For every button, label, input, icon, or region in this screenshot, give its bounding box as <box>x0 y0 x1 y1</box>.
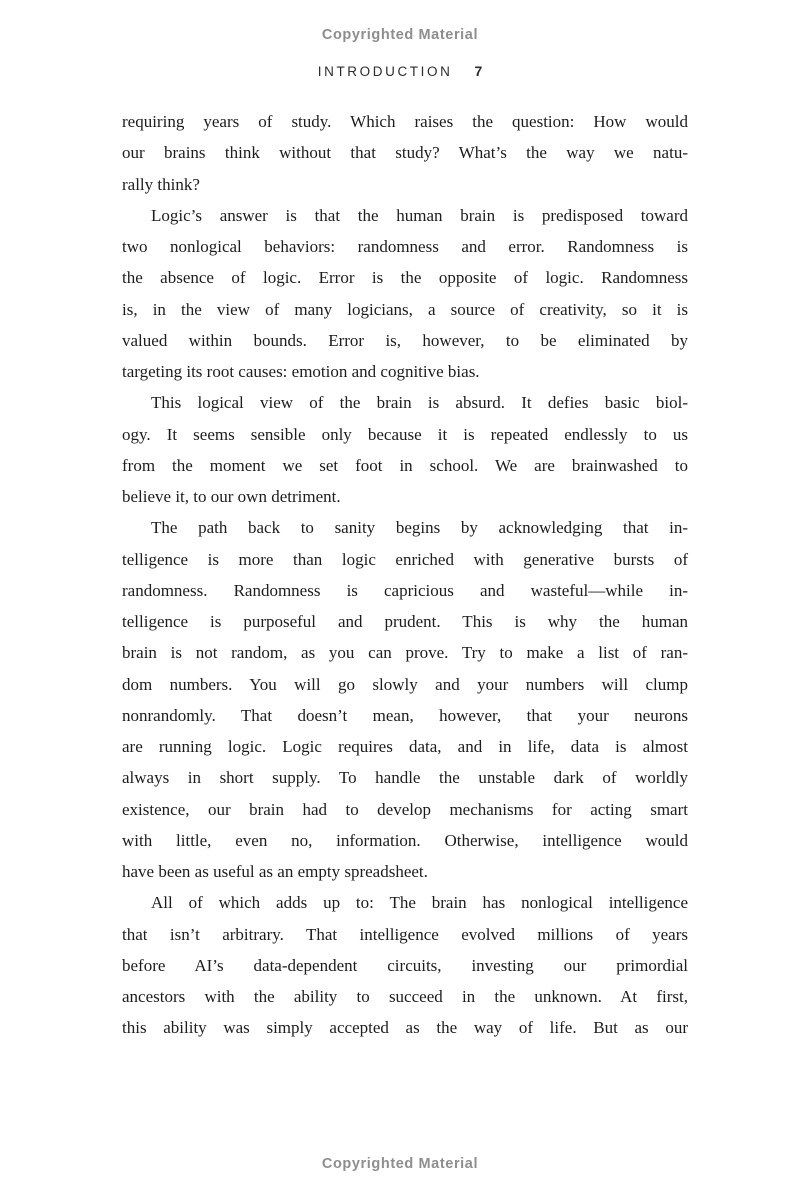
text-line: this ability was simply accepted as the way of life. But as our <box>122 1018 688 1038</box>
text-line: before AI’s data-dependent circuits, investing our primordial <box>122 955 688 975</box>
text-line: telligence is purposeful and prudent. This is why the human <box>122 612 688 631</box>
text-line: with little, even no, information. Otherwise, intelligence would <box>122 830 688 850</box>
paragraph <box>122 387 688 512</box>
bottom-copyright-notice: Copyrighted Material <box>321 1156 479 1172</box>
text-line: valued within bounds. Error is, however, to be eliminated by <box>122 330 688 350</box>
top-copyright-notice: Copyrighted Material <box>321 27 479 43</box>
text-line: from the moment we set foot in school. We are brainwashed to <box>122 455 688 475</box>
text-line: rally think? <box>122 174 200 194</box>
running-header <box>0 63 800 81</box>
text-line: believe it, to our own detriment. <box>122 487 341 506</box>
text-line: nonrandomly. That doesn’t mean, however, that your neurons <box>122 705 688 725</box>
text-line: that isn’t arbitrary. That intelligence evolved millions of years <box>122 924 688 944</box>
body-text <box>122 106 688 1044</box>
text-line: always in short supply. To handle the unstable dark of worldly <box>122 768 688 788</box>
text-line: our brains think without that study? What’s the way we natu- <box>122 143 688 163</box>
text-line: existence, our brain had to develop mechanisms for acting smart <box>122 799 688 819</box>
paragraph <box>122 512 688 887</box>
text-line: are running logic. Logic requires data, and in life, data is almost <box>122 737 688 756</box>
text-line: ogy. It seems sensible only because it is repeated endlessly to us <box>122 424 688 444</box>
paragraph <box>122 200 688 388</box>
paragraph <box>122 106 688 200</box>
text-line: randomness. Randomness is capricious and wasteful—while in- <box>122 580 688 600</box>
text-line: have been as useful as an empty spreadsheet. <box>122 862 428 881</box>
text-line: the absence of logic. Error is the opposite of logic. Randomness <box>122 268 688 288</box>
text-line: This logical view of the brain is absurd. It defies basic biol- <box>151 393 688 413</box>
page-number: 7 <box>474 63 483 79</box>
text-line: All of which adds up to: The brain has nonlogical intelligence <box>151 893 688 913</box>
text-line: ancestors with the ability to succeed in the unknown. At first, <box>122 987 688 1006</box>
text-line: requiring years of study. Which raises the question: How would <box>122 112 688 131</box>
text-line: two nonlogical behaviors: randomness and error. Randomness is <box>122 237 688 256</box>
text-line: targeting its root causes: emotion and cognitive bias. <box>122 362 480 381</box>
text-line: Logic’s answer is that the human brain is predisposed toward <box>151 205 688 225</box>
text-line: telligence is more than logic enriched with generative bursts of <box>122 549 688 569</box>
chapter-title: INTRODUCTION <box>317 64 453 79</box>
paragraph <box>122 887 688 1043</box>
text-line: brain is not random, as you can prove. Try to make a list of ran- <box>122 643 688 663</box>
text-line: The path back to sanity begins by acknowledging that in- <box>151 518 688 538</box>
text-line: is, in the view of many logicians, a source of creativity, so it is <box>122 299 688 319</box>
text-line: dom numbers. You will go slowly and your numbers will clump <box>122 674 688 694</box>
